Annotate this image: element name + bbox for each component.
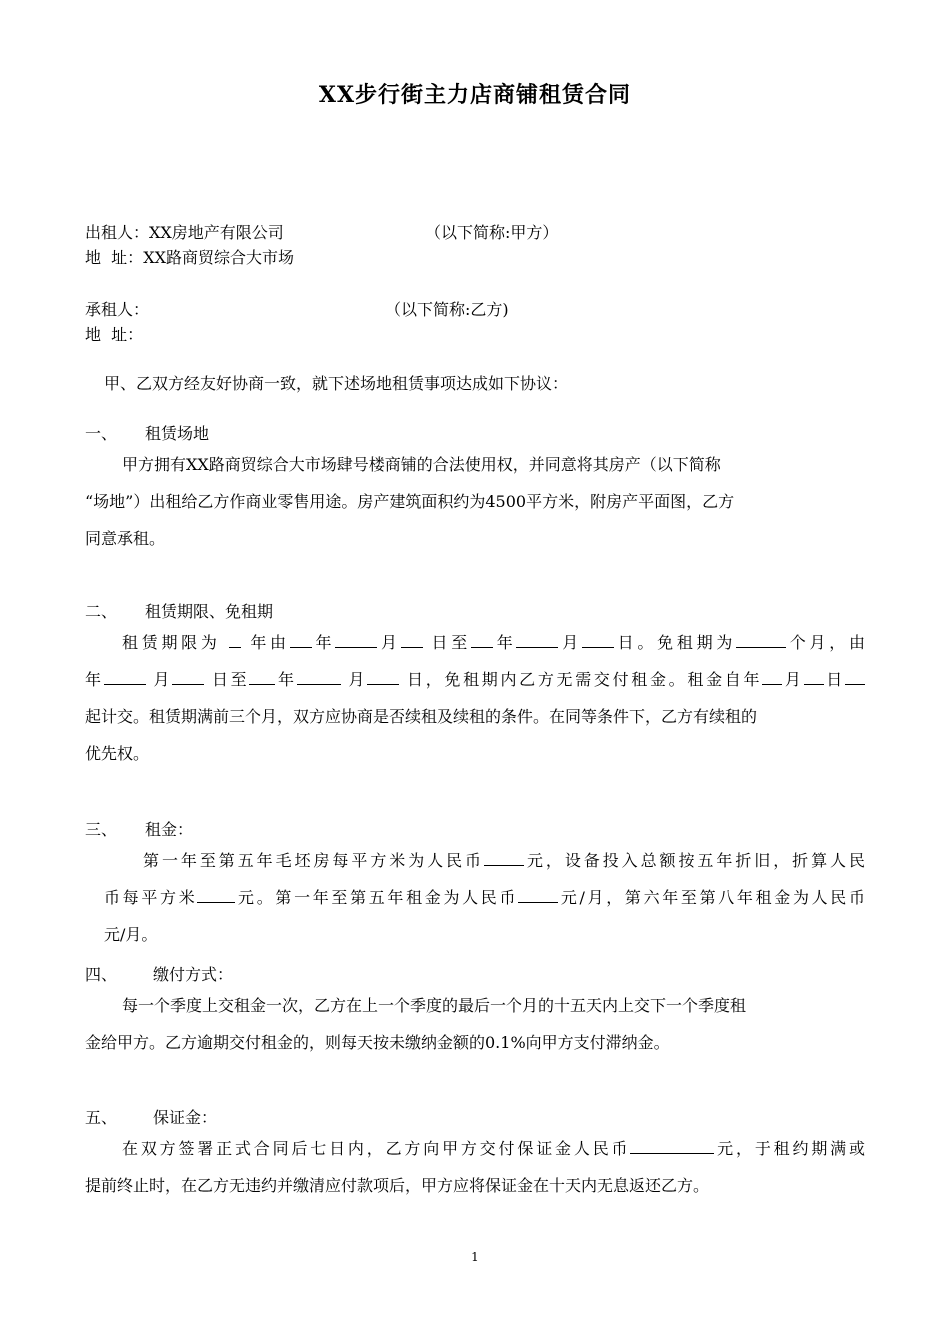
blank-field[interactable] xyxy=(290,631,312,648)
section-title: 租赁场地 xyxy=(145,424,210,443)
blank-field[interactable] xyxy=(367,668,399,685)
blank-field[interactable] xyxy=(804,668,824,685)
section-5-heading xyxy=(85,1105,217,1128)
blank-field[interactable] xyxy=(630,1137,714,1154)
blank-field[interactable] xyxy=(736,631,786,648)
intro-paragraph: 甲、乙双方经友好协商一致，就下述场地租赁事项达成如下协议： xyxy=(104,374,569,393)
section-1-line-1: 甲方拥有XX路商贸综合大市场肆号楼商铺的合法使用权，并同意将其房产（以下简称 xyxy=(122,455,721,474)
section-number: 二、 xyxy=(85,602,118,621)
section-2-line-1: 租赁期限为 年由 年 月 日至 年 月 日。免租期为 个月，由 xyxy=(122,633,865,652)
section-2-heading xyxy=(85,599,273,622)
section-1-line-2: “场地”）出租给乙方作商业零售用途。房产建筑面积约为4500平方米，附房产平面图，乙方 xyxy=(85,492,735,511)
section-3-line-1: 第一年至第五年毛坯房每平方米为人民币 元，设备投入总额按五年折旧，折算人民 xyxy=(143,851,865,870)
lessor-label: 出租人： xyxy=(85,223,150,242)
blank-field[interactable] xyxy=(172,668,204,685)
section-3-line-2: 币每平方米 元。第一年至第五年租金为人民币 元/月，第六年至第八年租金为人民币 xyxy=(104,888,865,907)
blank-field[interactable] xyxy=(484,849,524,866)
blank-field[interactable] xyxy=(516,631,558,648)
lessor-address-line xyxy=(85,245,294,268)
lessor-line xyxy=(85,220,284,243)
section-1-line-3: 同意承租。 xyxy=(85,529,166,548)
blank-field[interactable] xyxy=(229,631,241,648)
section-1-heading xyxy=(85,421,209,444)
section-4-line-1: 每一个季度上交租金一次，乙方在上一个季度的最后一个月的十五天内上交下一个季度租 xyxy=(122,996,747,1015)
section-2-line-4: 优先权。 xyxy=(85,744,150,763)
section-number: 五、 xyxy=(85,1108,118,1127)
blank-field[interactable] xyxy=(401,631,423,648)
section-title: 租金： xyxy=(145,820,194,839)
blank-field[interactable] xyxy=(249,668,275,685)
section-2-line-2: 年 月 日至 年 月 日，免租期内乙方无需交付租金。租金自年 月 日 xyxy=(85,661,865,698)
blank-field[interactable] xyxy=(297,668,341,685)
section-title: 租赁期限、免租期 xyxy=(145,602,274,621)
blank-field[interactable] xyxy=(104,668,146,685)
section-4-heading xyxy=(85,962,233,985)
section-3-heading xyxy=(85,817,193,840)
section-5-line-1: 在双方签署正式合同后七日内，乙方向甲方交付保证金人民币 元，于租约期满或 xyxy=(122,1139,865,1158)
lessor-address-label: 地 址： xyxy=(85,248,144,267)
section-title: 缴付方式： xyxy=(153,965,234,984)
section-number: 一、 xyxy=(85,424,118,443)
lessor-address: XX路商贸综合大市场 xyxy=(143,248,294,267)
section-3-line-3: 元/月。 xyxy=(104,925,158,944)
blank-field[interactable] xyxy=(471,631,493,648)
lessor-name: XX房地产有限公司 xyxy=(149,223,284,242)
section-number: 四、 xyxy=(85,965,118,984)
lessee-short: （以下简称:乙方) xyxy=(385,300,509,319)
section-number: 三、 xyxy=(85,820,118,839)
page-number: 1 xyxy=(471,1250,479,1264)
lessee-address-label: 地 址： xyxy=(85,325,144,344)
blank-field[interactable] xyxy=(518,886,558,903)
blank-field[interactable] xyxy=(197,886,235,903)
blank-field[interactable] xyxy=(762,668,782,685)
section-title: 保证金： xyxy=(153,1108,218,1127)
blank-field[interactable] xyxy=(582,631,614,648)
section-4-line-2: 金给甲方。乙方逾期交付租金的，则每天按未缴纳金额的0.1%向甲方支付滞纳金。 xyxy=(85,1033,670,1052)
section-2-line-3: 起计交。租赁期满前三个月，双方应协商是否续租及续租的条件。在同等条件下，乙方有续租的 xyxy=(85,707,758,726)
section-5-line-2: 提前终止时，在乙方无违约并缴清应付款项后，甲方应将保证金在十天内无息返还乙方。 xyxy=(85,1176,710,1195)
lessee-label: 承租人： xyxy=(85,300,150,319)
blank-field[interactable] xyxy=(335,631,377,648)
lessor-short: （以下简称:甲方） xyxy=(425,223,559,242)
page-title: XX步行街主力店商铺租赁合同 xyxy=(318,82,632,108)
blank-field[interactable] xyxy=(845,668,865,685)
